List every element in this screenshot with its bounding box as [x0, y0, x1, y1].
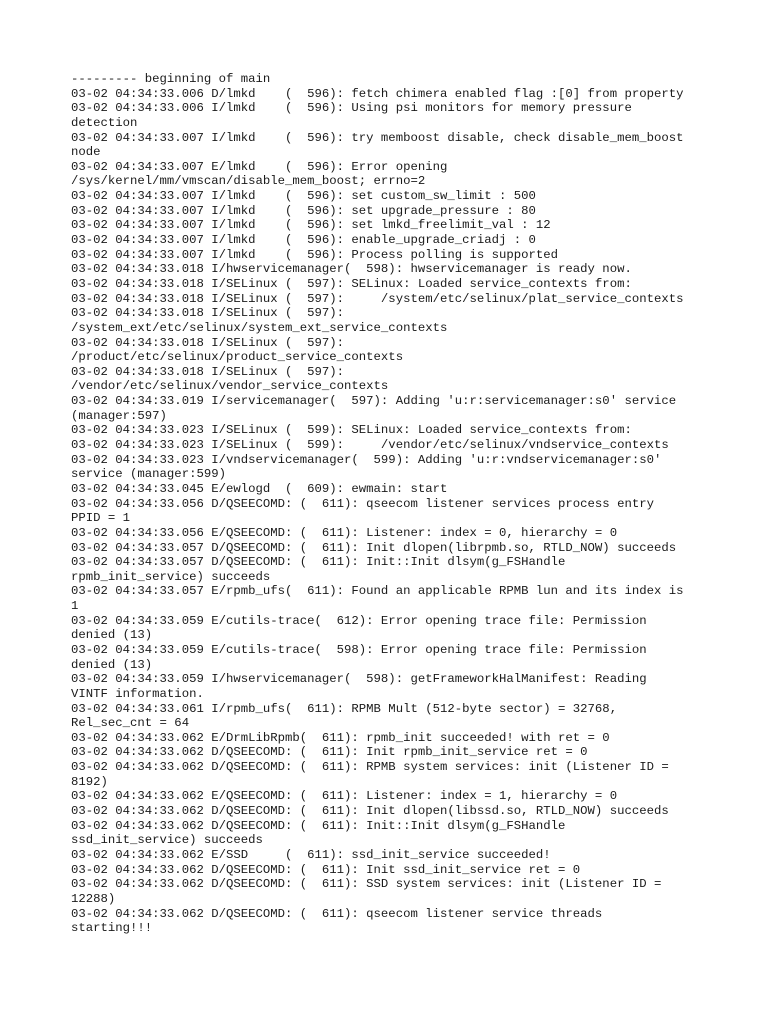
log-line: /vendor/etc/selinux/vendor_service_contexts — [71, 379, 389, 394]
log-line: starting!!! — [71, 921, 153, 936]
log-line: 03-02 04:34:33.007 I/lmkd ( 596): set custom_sw_limit : 500 — [71, 189, 536, 204]
log-line: 03-02 04:34:33.006 D/lmkd ( 596): fetch chimera enabled flag :[0] from property — [71, 86, 684, 101]
log-line: 03-02 04:34:33.007 I/lmkd ( 596): try memboost disable, check disable_mem_boost — [71, 130, 684, 145]
log-line: 1 — [71, 599, 79, 614]
log-line: 03-02 04:34:33.023 I/vndservicemanager( 599): Adding 'u:r:vndservicemanager:s0' — [71, 452, 662, 467]
log-line: 03-02 04:34:33.056 D/QSEECOMD: ( 611): qseecom listener services process entry — [71, 496, 654, 511]
log-line: 03-02 04:34:33.007 I/lmkd ( 596): Process polling is supported — [71, 247, 559, 262]
log-line: 03-02 04:34:33.023 I/SELinux ( 599): /vendor/etc/selinux/vndservice_contexts — [71, 438, 669, 453]
log-line: ssd_init_service) succeeds — [71, 833, 263, 848]
log-line: service (manager:599) — [71, 467, 226, 482]
log-line: node — [71, 145, 101, 160]
log-line: 03-02 04:34:33.061 I/rpmb_ufs( 611): RPMB Mult (512-byte sector) = 32768, — [71, 701, 618, 716]
log-line: denied (13) — [71, 657, 153, 672]
log-line: 03-02 04:34:33.059 E/cutils-trace( 598): Error opening trace file: Permission — [71, 642, 647, 657]
log-line: Rel_sec_cnt = 64 — [71, 716, 190, 731]
log-line: detection — [71, 115, 138, 130]
log-line: 03-02 04:34:33.062 D/QSEECOMD: ( 611): SSD system services: init (Listener ID = — [71, 877, 662, 892]
log-line: 03-02 04:34:33.062 D/QSEECOMD: ( 611): Init ssd_init_service ret = 0 — [71, 862, 581, 877]
log-line: 03-02 04:34:33.062 D/QSEECOMD: ( 611): RPMB system services: init (Listener ID = — [71, 760, 669, 775]
log-line: (manager:597) — [71, 408, 167, 423]
log-line: denied (13) — [71, 628, 153, 643]
log-line: /sys/kernel/mm/vmscan/disable_mem_boost; errno=2 — [71, 174, 426, 189]
log-line: 03-02 04:34:33.018 I/SELinux ( 597): — [71, 306, 345, 321]
log-line: 03-02 04:34:33.018 I/SELinux ( 597): — [71, 364, 345, 379]
log-line: /system_ext/etc/selinux/system_ext_service_contexts — [71, 320, 448, 335]
log-line: 03-02 04:34:33.057 D/QSEECOMD: ( 611): Init dlopen(librpmb.so, RTLD_NOW) succeeds — [71, 540, 677, 555]
log-line: 03-02 04:34:33.007 I/lmkd ( 596): set lmkd_freelimit_val : 12 — [71, 218, 551, 233]
log-line: 03-02 04:34:33.006 I/lmkd ( 596): Using psi monitors for memory pressure — [71, 101, 632, 116]
log-line: PPID = 1 — [71, 511, 131, 526]
log-output — [71, 72, 701, 936]
log-line: 12288) — [71, 891, 116, 906]
log-line: VINTF information. — [71, 686, 204, 701]
log-line: 03-02 04:34:33.059 E/cutils-trace( 612): Error opening trace file: Permission — [71, 613, 647, 628]
log-line: 03-02 04:34:33.062 E/DrmLibRpmb( 611): rpmb_init succeeded! with ret = 0 — [71, 730, 610, 745]
log-line: 03-02 04:34:33.062 D/QSEECOMD: ( 611): qseecom listener service threads — [71, 906, 603, 921]
log-line: 03-02 04:34:33.062 D/QSEECOMD: ( 611): Init rpmb_init_service ret = 0 — [71, 745, 588, 760]
log-line: 03-02 04:34:33.019 I/servicemanager( 597): Adding 'u:r:servicemanager:s0' service — [71, 394, 677, 409]
log-line: 8192) — [71, 774, 108, 789]
log-line: --------- beginning of main — [71, 72, 271, 86]
log-line: 03-02 04:34:33.007 I/lmkd ( 596): set upgrade_pressure : 80 — [71, 203, 536, 218]
log-line: 03-02 04:34:33.018 I/hwservicemanager( 598): hwservicemanager is ready now. — [71, 262, 632, 277]
log-line: rpmb_init_service) succeeds — [71, 569, 271, 584]
log-line: 03-02 04:34:33.057 D/QSEECOMD: ( 611): Init::Init dlsym(g_FSHandle — [71, 555, 566, 570]
log-line: 03-02 04:34:33.059 I/hwservicemanager( 598): getFrameworkHalManifest: Reading — [71, 672, 647, 687]
log-line: 03-02 04:34:33.007 I/lmkd ( 596): enable_upgrade_criadj : 0 — [71, 233, 536, 248]
log-line: 03-02 04:34:33.023 I/SELinux ( 599): SELinux: Loaded service_contexts from: — [71, 423, 632, 438]
log-line: 03-02 04:34:33.062 E/SSD ( 611): ssd_init_service succeeded! — [71, 847, 551, 862]
log-line: 03-02 04:34:33.018 I/SELinux ( 597): — [71, 335, 345, 350]
log-line: 03-02 04:34:33.056 E/QSEECOMD: ( 611): Listener: index = 0, hierarchy = 0 — [71, 525, 618, 540]
log-line: 03-02 04:34:33.062 E/QSEECOMD: ( 611): Listener: index = 1, hierarchy = 0 — [71, 789, 618, 804]
log-line: 03-02 04:34:33.062 D/QSEECOMD: ( 611): Init dlopen(libssd.so, RTLD_NOW) succeeds — [71, 804, 669, 819]
log-line: 03-02 04:34:33.018 I/SELinux ( 597): SELinux: Loaded service_contexts from: — [71, 276, 632, 291]
log-line: 03-02 04:34:33.007 E/lmkd ( 596): Error opening — [71, 159, 448, 174]
log-line: /product/etc/selinux/product_service_contexts — [71, 350, 404, 365]
log-line: 03-02 04:34:33.045 E/ewlogd ( 609): ewmain: start — [71, 481, 448, 496]
log-line: 03-02 04:34:33.062 D/QSEECOMD: ( 611): Init::Init dlsym(g_FSHandle — [71, 818, 566, 833]
log-line: 03-02 04:34:33.018 I/SELinux ( 597): /system/etc/selinux/plat_service_contexts — [71, 291, 684, 306]
log-line: 03-02 04:34:33.057 E/rpmb_ufs( 611): Found an applicable RPMB lun and its index is — [71, 584, 684, 599]
